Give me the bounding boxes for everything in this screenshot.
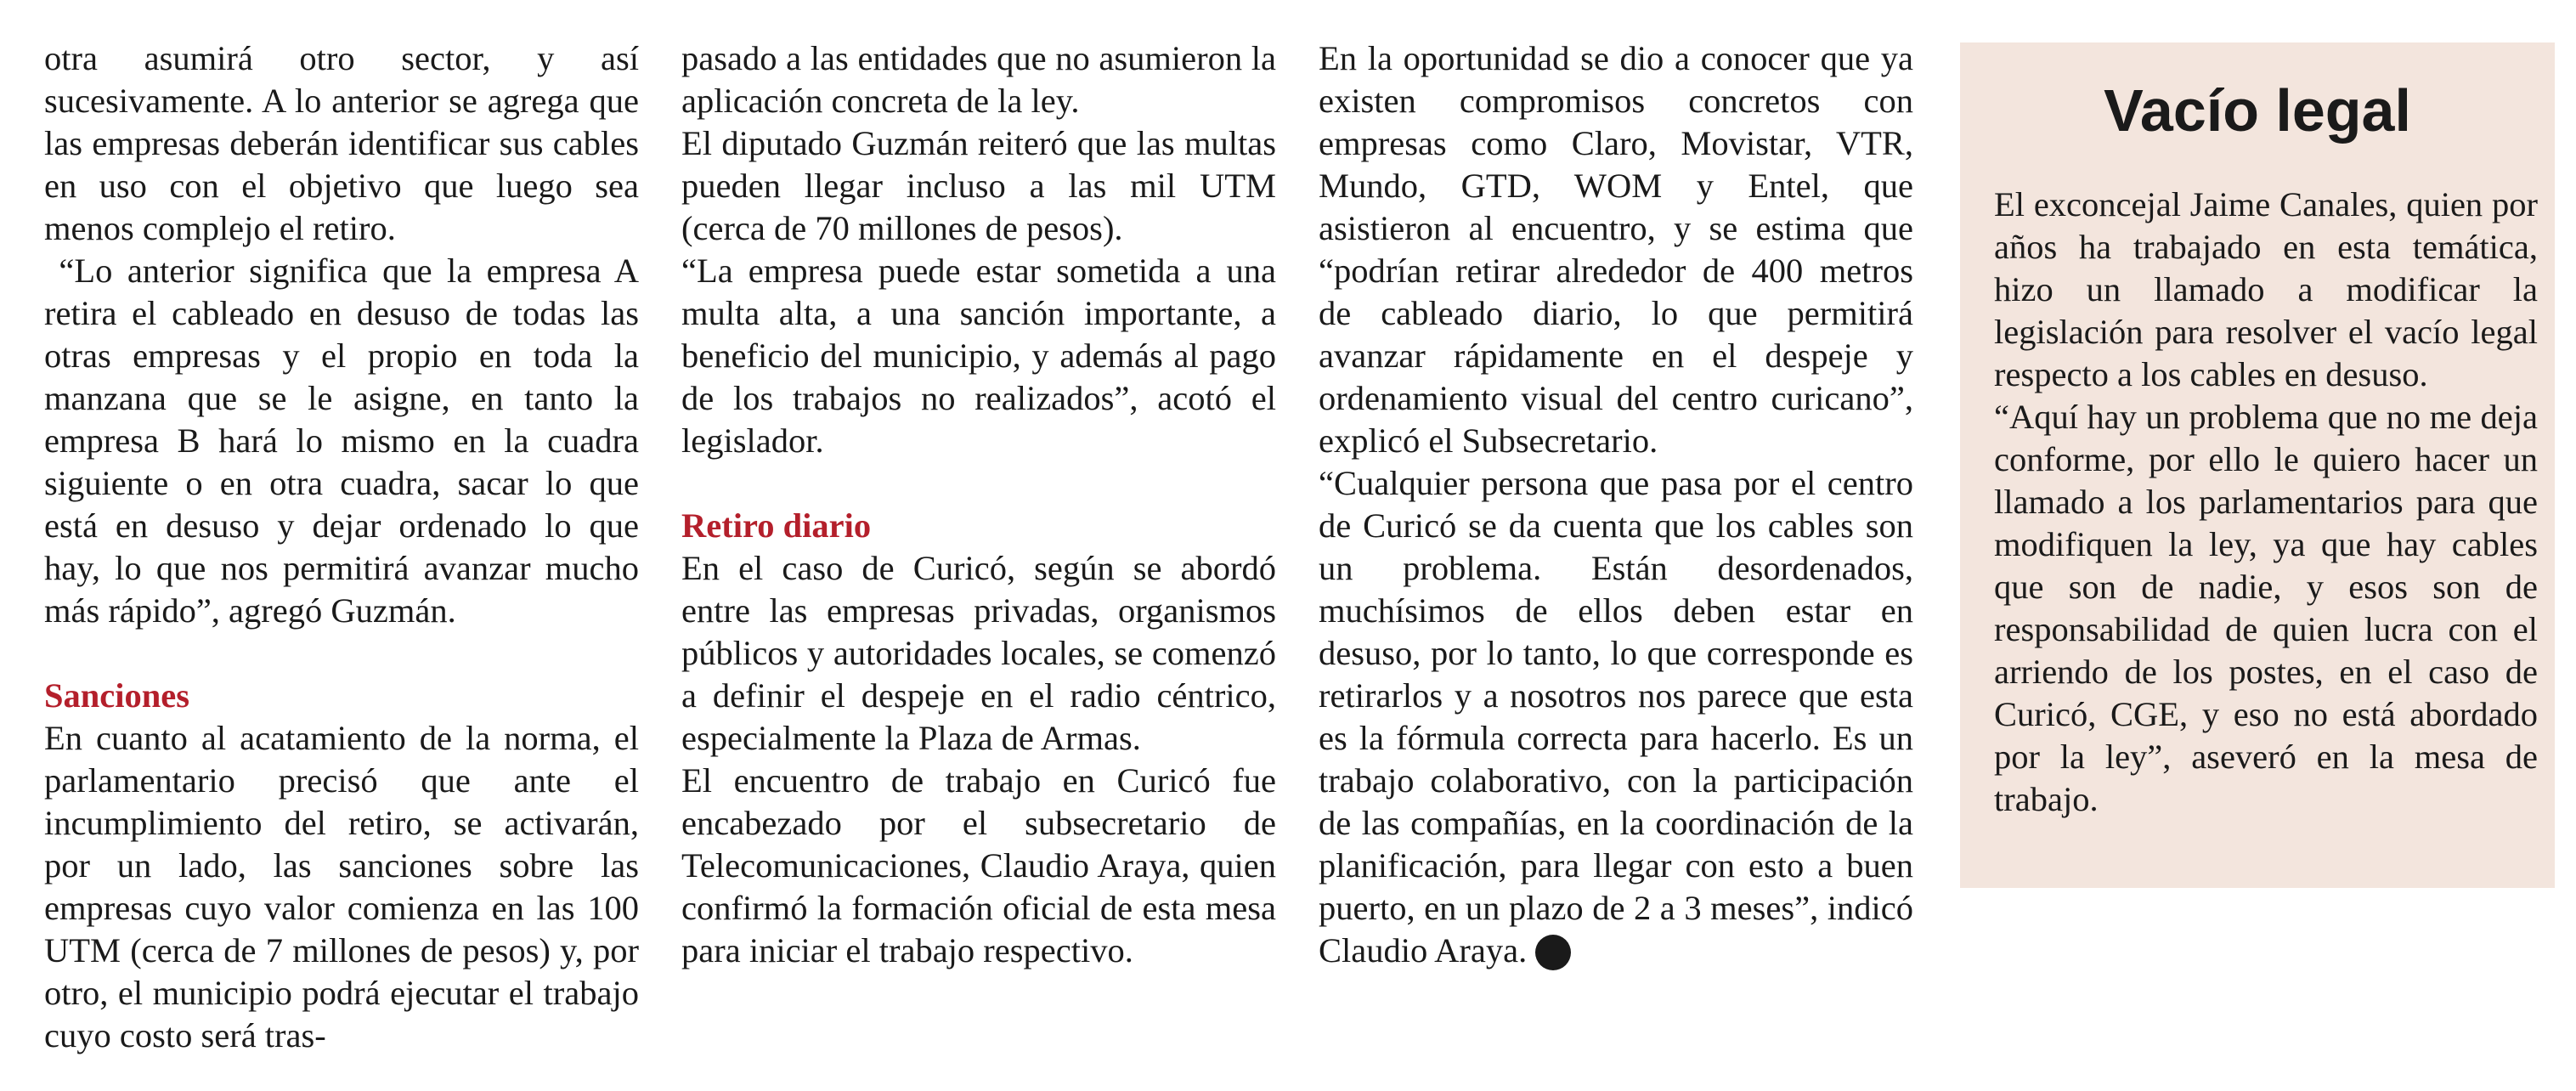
end-of-article-dot-icon [1535, 935, 1571, 970]
article-paragraph: “Lo anterior significa que la empresa A retira el cableado en desuso de todas las otras empresas y el propio en toda la manzana que se le asigne, en tanto la empresa B hará lo mismo en la cuadra siguiente o en otra cuadra, sacar lo que está en desuso y dejar ordenado lo que hay, lo que nos permitirá avanzar mucho más rápido”, agregó Guzmán. [44, 252, 639, 630]
sidebar-title: Vacío legal [2104, 77, 2411, 144]
article-paragraph-final [1319, 462, 1913, 972]
section-heading-sanciones: Sanciones [44, 676, 190, 715]
article-paragraph: “La empresa puede estar sometida a una multa alta, a una sanción importante, a beneficio del municipio, y además al pago de los trabajos no realizados”, acotó el legislador. [681, 252, 1276, 460]
article-column-3 [1319, 37, 1913, 972]
article-final-text: “Cualquier persona que pasa por el centro de Curicó se da cuenta que los cables son un problema. Están desordenados, muchísimos de ellos deben estar en desuso, por lo tanto, lo que corresponde es retirarlos y a nosotros nos parece que esta es la fórmula correcta para hacerlo. Es un trabajo colaborativo, con la participación de las compañías, en la coordinación de la planificación, para llegar con esto a buen puerto, en un plazo de 2 a 3 meses”, indicó Claudio Araya. [1319, 464, 1913, 969]
article-paragraph: pasado a las entidades que no asumieron la aplicación concreta de la ley. [681, 39, 1276, 120]
article-column-2 [681, 37, 1276, 972]
article-column-1 [44, 37, 639, 1057]
article-paragraph: En la oportunidad se dio a conocer que ya existen compromisos concretos con empresas como Claro, Movistar, VTR, Mundo, GTD, WOM y Entel, que asistieron al encuentro, y se estima que “podrían retirar alrededor de 400 metros de cableado diario, lo que permitirá avanzar rápidamente en el despeje y ordenamiento visual del centro curicano”, explicó el Subsecretario. [1319, 39, 1913, 460]
article-paragraph: En cuanto al acatamiento de la norma, el parlamentario precisó que ante el incumplimiento del retiro, se activarán, por un lado, las sanciones sobre las empresas cuyo valor comienza en las 100 UTM (cerca de 7 millones de pesos) y, por otro, el municipio podrá ejecutar el trabajo cuyo costo será tras- [44, 719, 639, 1054]
sidebar-paragraph: El exconcejal Jaime Canales, quien por años ha trabajado en esta temática, hizo un llamado a modificar la legislación para resolver el vacío legal respecto a los cables en desuso. [1994, 185, 2538, 393]
section-heading-retiro-diario: Retiro diario [681, 506, 872, 545]
article-paragraph: En el caso de Curicó, según se abordó entre las empresas privadas, organismos públicos y autoridades locales, se comenzó a definir el despeje en el radio céntrico, especialmente la Plaza de Armas. [681, 549, 1276, 757]
sidebar-box [1960, 42, 2555, 888]
article-paragraph: El encuentro de trabajo en Curicó fue encabezado por el subsecretario de Telecomunicaciones, Claudio Araya, quien confirmó la formación oficial de esta mesa para iniciar el trabajo respectivo. [681, 761, 1276, 969]
sidebar-paragraph: “Aquí hay un problema que no me deja conforme, por ello le quiero hacer un llamado a los parlamentarios para que modifiquen la ley, ya que hay cables que son de nadie, y esos son de responsabilidad de quien lucra con el arriendo de los postes, en el caso de Curicó, CGE, y eso no está abordado por la ley”, aseveró en la mesa de trabajo. [1994, 398, 2538, 818]
article-paragraph: otra asumirá otro sector, y así sucesivamente. A lo anterior se agrega que las empresas deberán identificar sus cables en uso con el objetivo que luego sea menos complejo el retiro. [44, 39, 639, 247]
article-paragraph: El diputado Guzmán reiteró que las multas pueden llegar incluso a las mil UTM (cerca de 70 millones de pesos). [681, 124, 1276, 247]
sidebar-body [1994, 184, 2538, 821]
